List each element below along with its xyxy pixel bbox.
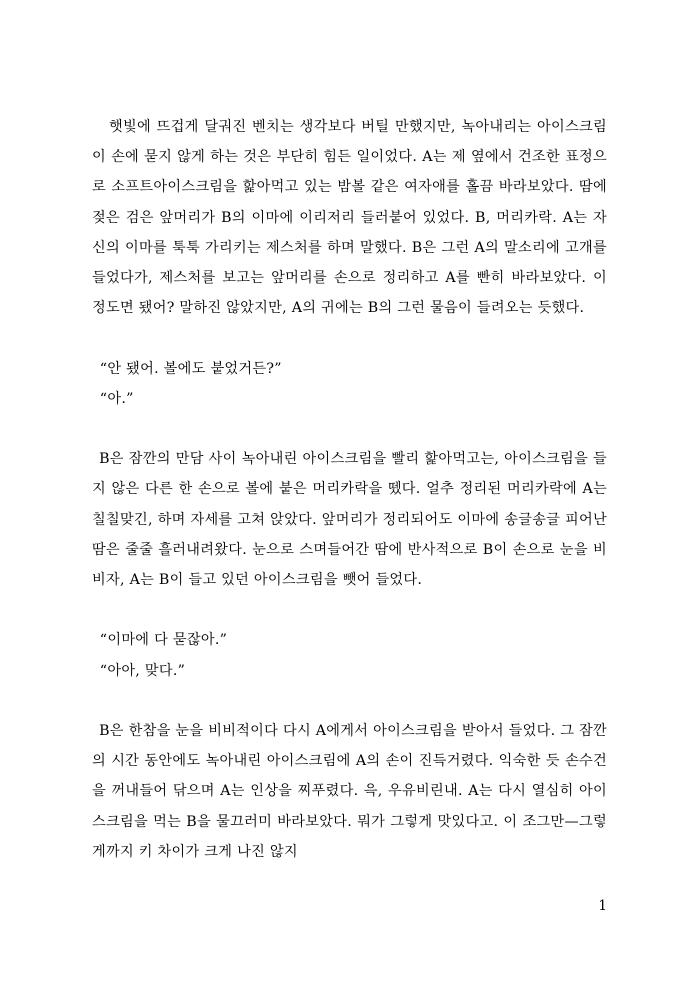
document-body — [92, 112, 607, 867]
page-number: 1 — [598, 898, 607, 914]
dialogue-line: “아아, 맞다.” — [99, 662, 186, 679]
body-paragraph: B은 한참을 눈을 비비적이다 다시 A에게서 아이스크림을 받아서 들었다. 그 잠깐의 시간 동안에도 녹아내린 아이스크림에 A의 손이 진득거렸다. 익숙한 듯 손수건을 꺼내들어 닦으며 A는 인상을 찌푸렸다. 윽, 우유비린내. A는 다시 열심히 아이스크림을 먹는 B을 물끄러미 바라보았다. 뭐가 그렇게 맛있다고. 이 조그만—그렇게까지 키 차이가 크게 나진 않지 — [92, 723, 607, 860]
dialogue-line: “아.” — [99, 390, 134, 407]
dialogue-line: “이마에 다 묻잖아.” — [99, 632, 228, 649]
paragraph-gap — [92, 595, 607, 625]
dialogue-line: “안 됐어. 볼에도 붙었거든?” — [99, 360, 282, 377]
body-paragraph: B은 잠깐의 만담 사이 녹아내린 아이스크림을 빨리 핥아먹고는, 아이스크림을 들지 않은 다른 한 손으로 볼에 붙은 머리카락을 뗐다. 얼추 정리된 머리카락에 A는 칠칠맞긴, 하며 자세를 고쳐 앉았다. 앞머리가 정리되어도 이마에 송글송글 피어난 땀은 줄줄 흘러내려왔다. 눈으로 스며들어간 땀에 반사적으로 B이 손으로 눈을 비비자, A는 B이 들고 있던 아이스크림을 뺏어 들었다. — [92, 451, 607, 589]
paragraph-gap — [92, 414, 607, 444]
paragraph-gap — [92, 323, 607, 353]
body-paragraph: 햇빛에 뜨겁게 달궈진 벤치는 생각보다 버틸 만했지만, 녹아내리는 아이스크림이 손에 묻지 않게 하는 것은 부단히 힘든 일이었다. A는 제 옆에서 건조한 표정으로 소프트아이스크림을 핥아먹고 있는 밤볼 같은 여자애를 홀끔 바라보았다. 땀에 젖은 검은 앞머리가 B의 이마에 이리저리 들러붙어 있었다. B, 머리카락. A는 자신의 이마를 툭툭 가리키는 제스처를 하며 말했다. B은 그런 A의 말소리에 고개를 들었다가, 제스처를 보고는 앞머리를 손으로 정리하고 A를 빤히 바라보았다. 이 정도면 됐어? 말하진 않았지만, A의 귀에는 B의 그런 물음이 들려오는 듯했다. — [92, 119, 607, 317]
paragraph-gap — [92, 686, 607, 716]
